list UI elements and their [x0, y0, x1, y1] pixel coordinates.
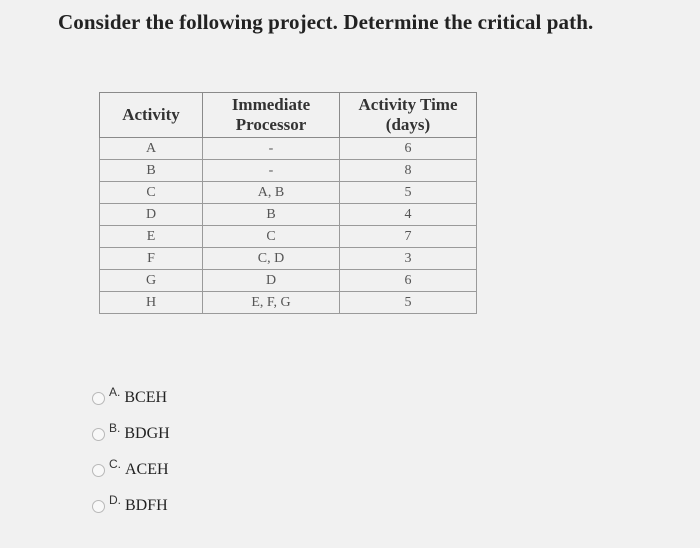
- option-letter: C.: [109, 457, 121, 471]
- cell-time: 6: [340, 270, 477, 292]
- table-header-row: [100, 93, 477, 138]
- option-text: BCEH: [124, 389, 168, 406]
- cell-time: 3: [340, 248, 477, 270]
- option-text: ACEH: [125, 461, 169, 478]
- project-table: [99, 92, 477, 314]
- cell-predecessor: E, F, G: [203, 292, 340, 314]
- cell-time: 5: [340, 292, 477, 314]
- table-row: [100, 204, 477, 226]
- cell-predecessor: B: [203, 204, 340, 226]
- radio-button[interactable]: [92, 464, 105, 477]
- question-text: Consider the following project. Determine the critical path.: [58, 10, 594, 34]
- project-table-container: [99, 92, 477, 314]
- cell-activity: H: [100, 292, 203, 314]
- table-row: [100, 248, 477, 270]
- option-text: BDFH: [125, 497, 168, 514]
- radio-button[interactable]: [92, 428, 105, 441]
- answer-options: [92, 380, 170, 524]
- cell-time: 8: [340, 160, 477, 182]
- cell-time: 6: [340, 138, 477, 160]
- table-row: [100, 226, 477, 248]
- option-letter: B.: [109, 421, 121, 435]
- table-row: [100, 138, 477, 160]
- table-body: [100, 138, 477, 314]
- cell-predecessor: -: [203, 160, 340, 182]
- table-row: [100, 182, 477, 204]
- cell-activity: E: [100, 226, 203, 248]
- header-activity-time-unit: (days): [385, 115, 431, 134]
- header-activity: Activity: [100, 93, 203, 138]
- cell-predecessor: -: [203, 138, 340, 160]
- cell-activity: B: [100, 160, 203, 182]
- cell-time: 7: [340, 226, 477, 248]
- header-immediate-predecessor: Immediate Processor: [203, 93, 340, 138]
- cell-predecessor: C: [203, 226, 340, 248]
- header-activity-time-label: Activity Time: [358, 95, 458, 114]
- table-row: [100, 292, 477, 314]
- option-letter: D.: [109, 493, 121, 507]
- table-row: [100, 270, 477, 292]
- option-letter: A.: [109, 385, 121, 399]
- cell-activity: C: [100, 182, 203, 204]
- cell-predecessor: C, D: [203, 248, 340, 270]
- header-activity-time: [340, 93, 477, 138]
- answer-option[interactable]: [92, 488, 170, 524]
- answer-option[interactable]: [92, 452, 170, 488]
- option-text: BDGH: [124, 425, 170, 442]
- cell-time: 4: [340, 204, 477, 226]
- answer-option[interactable]: [92, 380, 170, 416]
- cell-time: 5: [340, 182, 477, 204]
- cell-activity: G: [100, 270, 203, 292]
- radio-button[interactable]: [92, 500, 105, 513]
- table-row: [100, 160, 477, 182]
- radio-button[interactable]: [92, 392, 105, 405]
- cell-activity: F: [100, 248, 203, 270]
- cell-predecessor: D: [203, 270, 340, 292]
- cell-activity: A: [100, 138, 203, 160]
- cell-activity: D: [100, 204, 203, 226]
- cell-predecessor: A, B: [203, 182, 340, 204]
- answer-option[interactable]: [92, 416, 170, 452]
